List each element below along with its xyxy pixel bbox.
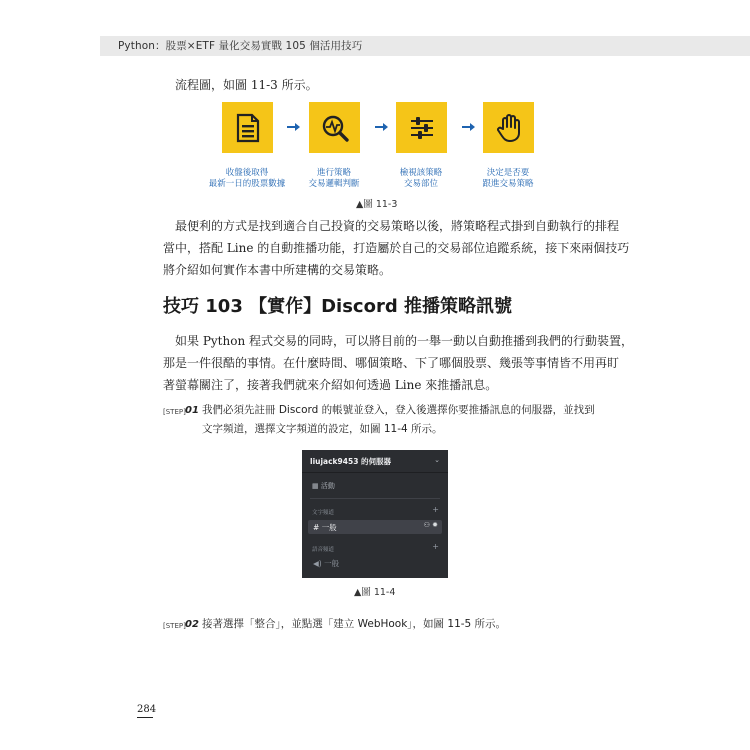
flow-step-1-caption: 收盤後取得 最新一日的股票數據 bbox=[208, 168, 286, 189]
step-1-line-2: 文字頻道，選擇文字頻道的設定，如圖 11-4 所示。 bbox=[202, 423, 443, 435]
flow-arrow-2 bbox=[375, 122, 389, 132]
events-item[interactable] bbox=[312, 481, 335, 491]
flow-step-1-box bbox=[222, 102, 273, 153]
text-channel-category[interactable]: 文字頻道 bbox=[312, 510, 335, 516]
calendar-icon: ▦ bbox=[312, 482, 319, 490]
flowchart-figure bbox=[208, 102, 534, 190]
add-voice-channel-icon[interactable]: + bbox=[432, 542, 439, 551]
events-divider bbox=[310, 498, 440, 499]
figure-caption-11-4: ▲圖 11-4 bbox=[354, 587, 396, 598]
server-name[interactable]: liujack9453 的伺服器 bbox=[310, 457, 392, 466]
step-1-line-1: 我們必須先註冊 Discord 的帳號並登入，登入後選擇你要推播訊息的伺服器，並找到 bbox=[202, 404, 595, 416]
flow-step-3-caption: 檢視該策略 交易部位 bbox=[399, 168, 443, 189]
step-1-tag: [STEP] bbox=[163, 408, 186, 416]
speaker-icon: ◀) bbox=[313, 559, 322, 568]
flow-arrow-3 bbox=[462, 122, 476, 132]
hash-icon: # bbox=[313, 523, 320, 532]
step-2-number: 02 bbox=[185, 619, 199, 630]
hand-icon bbox=[496, 113, 522, 143]
paragraph-2-line-1: 如果 Python 程式交易的同時，可以將目前的一舉一動以自動推播到我們的行動裝置， bbox=[175, 334, 633, 348]
step-2-tag: [STEP] bbox=[163, 622, 186, 630]
text-channel-label: 一般 bbox=[321, 523, 337, 532]
voice-channel-general[interactable] bbox=[313, 558, 339, 569]
section-title: 技巧 103 【實作】Discord 推播策略訊號 bbox=[163, 296, 512, 317]
sliders-icon bbox=[408, 114, 436, 142]
voice-channel-label: 一般 bbox=[324, 559, 340, 568]
intro-line: 流程圖，如圖 11-3 所示。 bbox=[175, 78, 318, 92]
channel-action-icons bbox=[424, 521, 438, 529]
paragraph-2-line-2: 那是一件很酷的事情。在什麼時間、哪個策略、下了哪個股票、幾張等事情皆不用再盯 bbox=[163, 356, 620, 370]
discord-server-panel bbox=[302, 450, 448, 578]
page-number-rule bbox=[137, 717, 153, 718]
paragraph-1-line-3: 將介紹如何實作本書中所建構的交易策略。 bbox=[163, 263, 392, 277]
figure-caption-11-3: ▲圖 11-3 bbox=[356, 199, 398, 210]
text-channel-general[interactable] bbox=[313, 522, 337, 533]
header-divider bbox=[302, 472, 448, 473]
paragraph-2-line-3: 著螢幕關注了，接著我們就來介紹如何透過 Line 來推播訊息。 bbox=[163, 378, 498, 392]
flow-step-4-box bbox=[483, 102, 534, 153]
flow-arrow-1 bbox=[287, 122, 301, 132]
flow-step-3-box bbox=[396, 102, 447, 153]
document-icon bbox=[234, 113, 262, 143]
step-2-line-1: 接著選擇「整合」，並點選「建立 WebHook」，如圖 11-5 所示。 bbox=[202, 618, 507, 630]
flow-step-2-box bbox=[309, 102, 360, 153]
step-1-number: 01 bbox=[185, 405, 199, 416]
gear-icon[interactable]: ✹ bbox=[432, 521, 438, 529]
paragraph-1-line-1: 最便利的方式是找到適合自己投資的交易策略以後，將策略程式掛到自動執行的排程 bbox=[175, 219, 620, 233]
flow-step-2-caption: 進行策略 交易邏輯判斷 bbox=[308, 168, 360, 189]
add-text-channel-icon[interactable]: + bbox=[432, 505, 439, 514]
magnifier-chart-icon bbox=[320, 113, 350, 143]
page-number: 284 bbox=[137, 704, 157, 715]
add-member-icon[interactable]: ⚇ bbox=[423, 521, 430, 529]
flow-step-4-caption: 決定是否要 跟進交易策略 bbox=[482, 168, 534, 189]
paragraph-1-line-2: 當中，搭配 Line 的自動推播功能，打造屬於自己的交易部位追蹤系統，接下來兩個技巧 bbox=[163, 241, 630, 255]
events-label: 活動 bbox=[320, 482, 335, 490]
chevron-down-icon[interactable]: ⌄ bbox=[434, 456, 440, 464]
running-header-title: Python：股票×ETF 量化交易實戰 105 個活用技巧 bbox=[118, 40, 363, 52]
voice-channel-category[interactable]: 語音頻道 bbox=[312, 547, 335, 553]
